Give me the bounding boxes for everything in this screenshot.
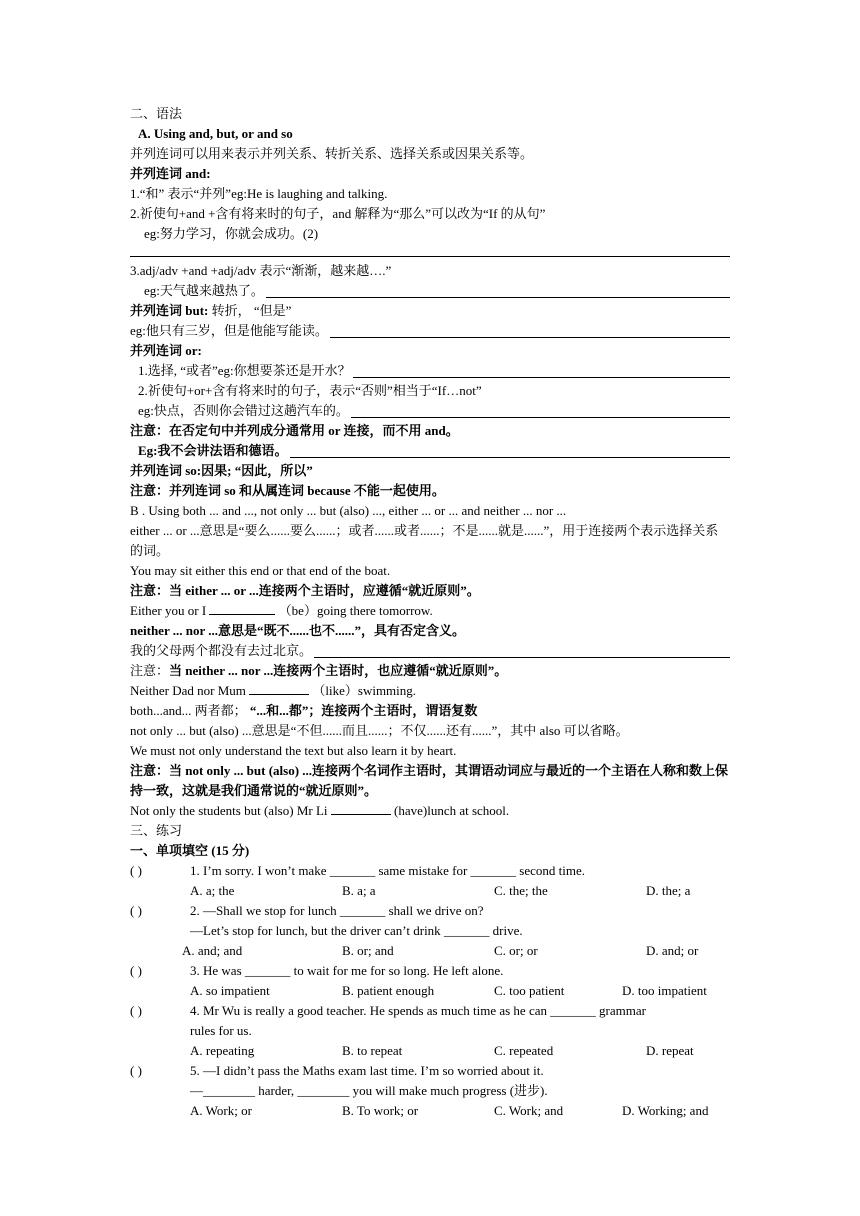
and-rule-2-example: eg:努力学习，你就会成功。(2)	[144, 226, 319, 241]
question-1	[130, 861, 730, 881]
answer-paren-4[interactable]: ( )	[130, 1003, 142, 1018]
option-b[interactable]: B. to repeat	[342, 1043, 403, 1058]
option-c[interactable]: C. too patient	[494, 983, 565, 998]
option-c[interactable]: C. or; or	[494, 943, 538, 958]
answer-paren-3[interactable]: ( )	[130, 963, 142, 978]
question-2-text: 2. —Shall we stop for lunch _______ shall we drive on?	[190, 903, 484, 918]
section-grammar-heading: 二、语法	[130, 106, 183, 121]
neither-exercise	[130, 681, 730, 701]
and-rule-1: 1.“和” 表示“并列”eg:He is laughing and talking.	[130, 186, 388, 201]
option-b[interactable]: B. or; and	[342, 943, 394, 958]
answer-paren-1[interactable]: ( )	[130, 863, 142, 878]
option-a[interactable]: A. a; the	[190, 883, 235, 898]
section-practice-heading: 三、练习	[130, 823, 183, 838]
question-4	[130, 1001, 730, 1021]
either-exercise-start: Either you or I	[130, 603, 207, 618]
question-5	[130, 1061, 730, 1081]
option-a[interactable]: A. repeating	[190, 1043, 255, 1058]
but-example: eg:他只有三岁，但是他能写能读。	[130, 323, 328, 338]
practice-title: 一、单项填空 (15 分)	[130, 843, 250, 858]
question-5-text: 5. —I didn’t pass the Maths exam last time. I’m so worried about it.	[190, 1063, 544, 1078]
option-d[interactable]: D. too impatient	[622, 983, 707, 998]
either-description: either ... or ...意思是“要么......要么......；或者......或者......；不是......就是......”，用于连接两个表示选择关系的词。	[130, 523, 719, 558]
question-1-options	[130, 881, 730, 901]
answer-line-or-2[interactable]	[351, 403, 730, 418]
either-exercise	[130, 601, 730, 621]
either-example: You may sit either this end or that end of the boat.	[130, 563, 391, 578]
option-d[interactable]: D. Working; and	[622, 1103, 709, 1118]
both-rule-bold: “...和...都”；连接两个主语时，谓语复数	[249, 703, 478, 718]
question-5-options	[130, 1101, 730, 1121]
and-rule-3-example: eg:天气越来越热了。	[144, 283, 264, 298]
option-a[interactable]: A. and; and	[182, 943, 243, 958]
option-d[interactable]: D. the; a	[646, 883, 691, 898]
and-title: 并列连词 and:	[130, 166, 211, 181]
or-rule-1-row	[130, 361, 730, 381]
question-4-text: 4. Mr Wu is really a good teacher. He spends as much time as he can _______ grammar	[190, 1003, 646, 1018]
question-3	[130, 961, 730, 981]
option-c[interactable]: C. repeated	[494, 1043, 554, 1058]
intro-text: 并列连词可以用来表示并列关系、转折关系、选择关系或因果关系等。	[130, 146, 534, 161]
option-c[interactable]: C. Work; and	[494, 1103, 564, 1118]
question-3-text: 3. He was _______ to wait for me for so long. He left alone.	[190, 963, 504, 978]
blank-notonly[interactable]	[331, 801, 391, 815]
option-d[interactable]: D. and; or	[646, 943, 699, 958]
or-rule-2-example-row	[130, 401, 730, 421]
or-rule-2: 2.祈使句+or+含有将来时的句子，表示“否则”相当于“If…not”	[138, 383, 482, 398]
answer-line-note-or[interactable]	[290, 443, 730, 458]
question-2-options	[130, 941, 730, 961]
but-example-row	[130, 321, 730, 341]
or-rule-1: 1.选择, “或者”eg:你想要茶还是开水？	[138, 363, 351, 378]
both-rule	[130, 701, 730, 721]
note-neither	[130, 661, 730, 681]
question-2-text-2: —Let’s stop for lunch, but the driver can’t drink _______ drive.	[190, 923, 523, 938]
note-so: 注意：并列连词 so 和从属连词 because 不能一起使用。	[130, 483, 445, 498]
notonly-description: not only ... but (also) ...意思是“不但......而且......；不仅......还有......”，其中 also 可以省略。	[130, 723, 629, 738]
notonly-exercise-end: (have)lunch at school.	[394, 803, 510, 818]
neither-exercise-start: Neither Dad nor Mum	[130, 683, 246, 698]
question-4-options	[130, 1041, 730, 1061]
question-2	[130, 901, 730, 921]
question-4-text-2: rules for us.	[190, 1023, 252, 1038]
blank-either[interactable]	[209, 601, 275, 615]
notonly-exercise-start: Not only the students but (also) Mr Li	[130, 803, 328, 818]
and-rule-3-example-row	[130, 281, 730, 301]
note-or-example: Eg:我不会讲法语和德语。	[138, 443, 288, 458]
note-either: 注意：当 either ... or ...连接两个主语时，应遵循“就近原则”。	[130, 583, 480, 598]
and-rule-2: 2.祈使句+and +含有将来时的句子，and 解释为“那么”可以改为“If 的从句”	[130, 206, 546, 221]
option-a[interactable]: A. so impatient	[190, 983, 270, 998]
answer-paren-5[interactable]: ( )	[130, 1063, 142, 1078]
answer-paren-2[interactable]: ( )	[130, 903, 142, 918]
but-desc: 转折， “但是”	[208, 303, 292, 318]
but-row	[130, 301, 730, 321]
heading-b: B . Using both ... and ..., not only ... but (also) ..., either ... or ... and neither ... nor ...	[130, 503, 567, 518]
answer-line-neither[interactable]	[314, 643, 730, 658]
but-title: 并列连词 but:	[130, 303, 209, 318]
answer-line-and-3[interactable]	[266, 283, 730, 298]
option-b[interactable]: B. patient enough	[342, 983, 435, 998]
option-b[interactable]: B. a; a	[342, 883, 376, 898]
and-rule-3: 3.adj/adv +and +adj/adv 表示“渐渐，越来越….”	[130, 263, 392, 278]
notonly-exercise	[130, 801, 730, 821]
option-b[interactable]: B. To work; or	[342, 1103, 419, 1118]
question-1-text: 1. I’m sorry. I won’t make _______ same mistake for _______ second time.	[190, 863, 585, 878]
question-3-options	[130, 981, 730, 1001]
question-5-text-2: —________ harder, ________ you will make much progress (进步).	[190, 1083, 548, 1098]
answer-line-and-2[interactable]	[130, 244, 730, 257]
notonly-example: We must not only understand the text but also learn it by heart.	[130, 743, 457, 758]
note-notonly: 注意：当 not only ... but (also) ...连接两个名词作主语时，其谓语动词应与最近的一个主语在人称和数上保持一致，这就是我们通常说的“就近原则”。	[130, 763, 729, 798]
neither-description: neither ... nor ...意思是“既不......也不......”，具有否定含义。	[130, 623, 465, 638]
option-a[interactable]: A. Work; or	[190, 1103, 252, 1118]
neither-exercise-end: （like）swimming.	[312, 683, 417, 698]
so-title: 并列连词 so:因果; “因此，所以”	[130, 463, 313, 478]
note-or-example-row	[130, 441, 730, 461]
answer-line-but[interactable]	[330, 323, 730, 338]
heading-a: A. Using and, but, or and so	[138, 126, 293, 141]
note-or: 注意：在否定句中并列成分通常用 or 连接，而不用 and。	[130, 423, 459, 438]
neither-example-row	[130, 641, 730, 661]
neither-example: 我的父母两个都没有去过北京。	[130, 643, 313, 658]
document-page	[130, 104, 730, 1121]
both-rule-start: both...and... 两者都；	[130, 703, 247, 718]
answer-line-or-1[interactable]	[353, 363, 730, 378]
note-neither-label: 注意：	[130, 663, 170, 678]
option-c[interactable]: C. the; the	[494, 883, 548, 898]
blank-neither[interactable]	[249, 681, 309, 695]
note-neither-text: 当 neither ... nor ...连接两个主语时，也应遵循“就近原则”。	[169, 663, 508, 678]
or-title: 并列连词 or:	[130, 343, 202, 358]
or-rule-2-example: eg:快点，否则你会错过这趟汽车的。	[138, 403, 349, 418]
option-d[interactable]: D. repeat	[646, 1043, 694, 1058]
either-exercise-end: （be）going there tomorrow.	[278, 603, 433, 618]
